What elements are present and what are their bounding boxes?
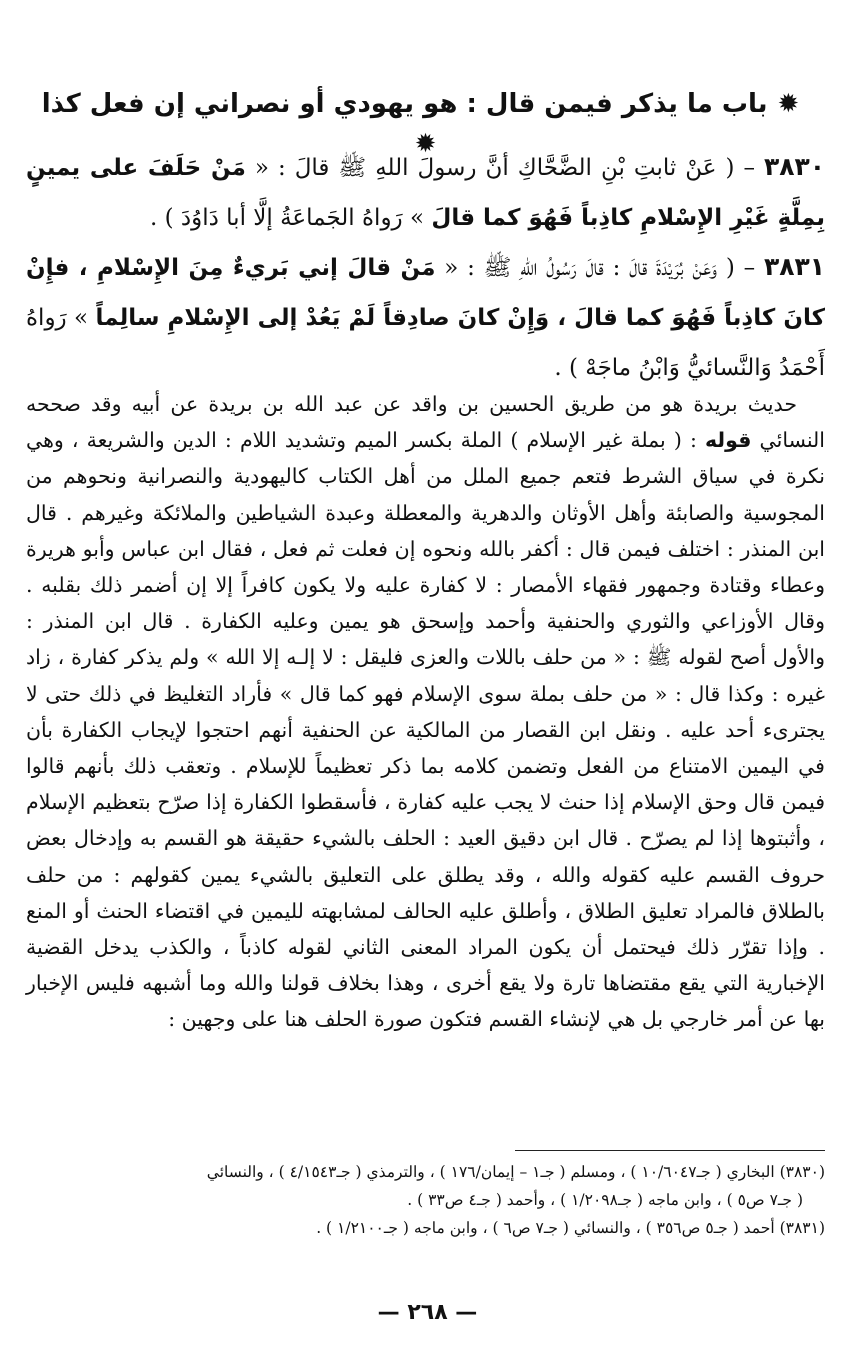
hadith-intro: – ( عَنْ ثابتِ بْنِ الضَّحَّاكِ أنَّ رسولَ اللهِ ﷺ قالَ : «	[245, 155, 764, 181]
hadith-matn: مَنْ حَلَفَ على يمينٍ بِمِلَّةٍ غَيْرِ الإِسْلامِ كاذِباً فَهُوَ كما قالَ	[26, 155, 825, 231]
hadith-number: ٣٨٣١	[763, 252, 825, 281]
footnote-3831: (٣٨٣١) أحمد ( جـ٥ ص٣٥٦ ) ، والنسائي ( جـ٧ ص٦ ) ، وابن ماجه ( جـ١/٢١٠٠ ) .	[316, 1219, 825, 1237]
chapter-title-text: باب ما يذكر فيمن قال : هو يهودي أو نصراني إن فعل كذا	[41, 89, 768, 119]
commentary-section	[26, 386, 825, 1038]
commentary-text: حديث بريدة هو من طريق الحسين بن واقد عن عبد الله بن بريدة عن أبيه وقد صححه النسائي	[26, 392, 825, 453]
hadith-3830	[26, 142, 825, 243]
star-ornament-icon: ✹	[414, 129, 437, 159]
hadith-outro: » رَواهُ أَحْمَدُ وَالنَّسائيُّ وَابْنُ ماجَهْ ) .	[26, 305, 825, 381]
hadith-matn: مَنْ قالَ إني بَريءٌ مِنَ الإِسْلامِ ، فإِنْ كانَ كاذِباً فَهُوَ كما قالَ ، وَإِنْ كانَ صادِقاً لَمْ يَعُدْ إلى الإِسْلامِ سالِماً	[26, 255, 825, 331]
hadith-number: ٣٨٣٠	[763, 152, 825, 181]
star-ornament-icon: ✹	[777, 89, 800, 119]
hadith-intro: – ( وَعَنْ بُرَيْدَةَ قالَ : قالَ رَسُولُ اللهِ ﷺ : «	[435, 255, 764, 281]
footnote-3830-continuation: ( جـ٧ ص٥ ) ، وابن ماجه ( جـ١/٢٠٩٨ ) ، وأحمد ( جـ٤ ص٣٣ ) .	[407, 1191, 803, 1209]
commentary-paragraph	[26, 386, 825, 1038]
hadith-3831	[26, 242, 825, 393]
commentary-text: : ( بملة غير الإسلام ) الملة بكسر الميم وتشديد اللام : الدين والشريعة ، وهي نكرة في سياق الشرط فتعم جميع الملل من أهل الكتاب كاليهودية والنصرانية ونحوهم من المجوسية والصابئة وأهل الأوثان والدهرية والمعطلة وعبدة الشياطين والملائكة وغيرهم . قال ابن المنذر : اختلف فيمن قال : أكفر بالله ونحوه إن فعلت ثم فعل ، فقال ابن عباس وأبو هريرة وعطاء وقتادة وجمهور فقهاء الأمصار : لا كفارة عليه ولا يكون كافراً إلا إن أضمر ذلك بقلبه . وقال الأوزاعي والثوري والحنفية وأحمد وإسحق هو يمين وعليه الكفارة . قال ابن المنذر : والأول أصح لقوله ﷺ : « من حلف باللات والعزى فليقل : لا إلـه إلا الله » ولم يذكر كفارة ، زاد غيره : وكذا قال : « من حلف بملة سوى الإسلام فهو كما قال » فأراد التغليظ في ذلك حتى لا يجترىء أحد عليه . ونقل ابن القصار من المالكية عن الحنفية أنهم احتجوا لإيجاب الكفارة بأن في اليمين الامتناع من الفعل وتضمن كلامه بما ذكر تعظيماً للإسلام . وتعقب ذلك بأنهم قالوا فيمن قال وحق الإسلام إذا حنث لا يجب عليه كفارة ، فأسقطوا الكفارة إذا صرّح بتعظيم الإسلام ، وأثبتوها إذا لم يصرّح . قال ابن دقيق العيد : الحلف بالشيء حقيقة هو القسم به وإدخال بعض حروف القسم عليه كقوله والله ، وقد يطلق على التعليق بالشيء يمين كقولهم : من حلف بالطلاق فالمراد تعليق الطلاق ، وأطلق عليه الحالف لمشابهته لليمين في اقتضاء الحنث أو المنع . وإذا تقرّر ذلك فيحتمل أن يكون المراد المعنى الثاني لقوله كاذباً ، والكذب يدخل القضية الإخبارية التي يقع مقتضاها تارة ولا يقع أخرى ، وهذا بخلاف قولنا والله وما أشبهه فليس الإخبار بها عن أمر خارجي بل هي لإنشاء القسم فتكون صورة الحلف هنا على وجهين :	[26, 428, 825, 1032]
footnote-3830: (٣٨٣٠) البخاري ( جـ١٠/٦٠٤٧ ) ، ومسلم ( جـ١ – إيمان/١٧٦ ) ، والترمذي ( جـ٤/١٥٤٣ ) ، والنسائي	[206, 1163, 825, 1181]
qawluhu-keyword: قوله	[705, 428, 752, 453]
page-number: — ٢٦٨ —	[377, 1300, 478, 1325]
footnotes-section	[26, 1158, 825, 1242]
footnote-divider	[515, 1150, 825, 1151]
hadith-outro: » رَواهُ الجَماعَةُ إلَّا أبا دَاوُدَ ) .	[149, 205, 432, 231]
